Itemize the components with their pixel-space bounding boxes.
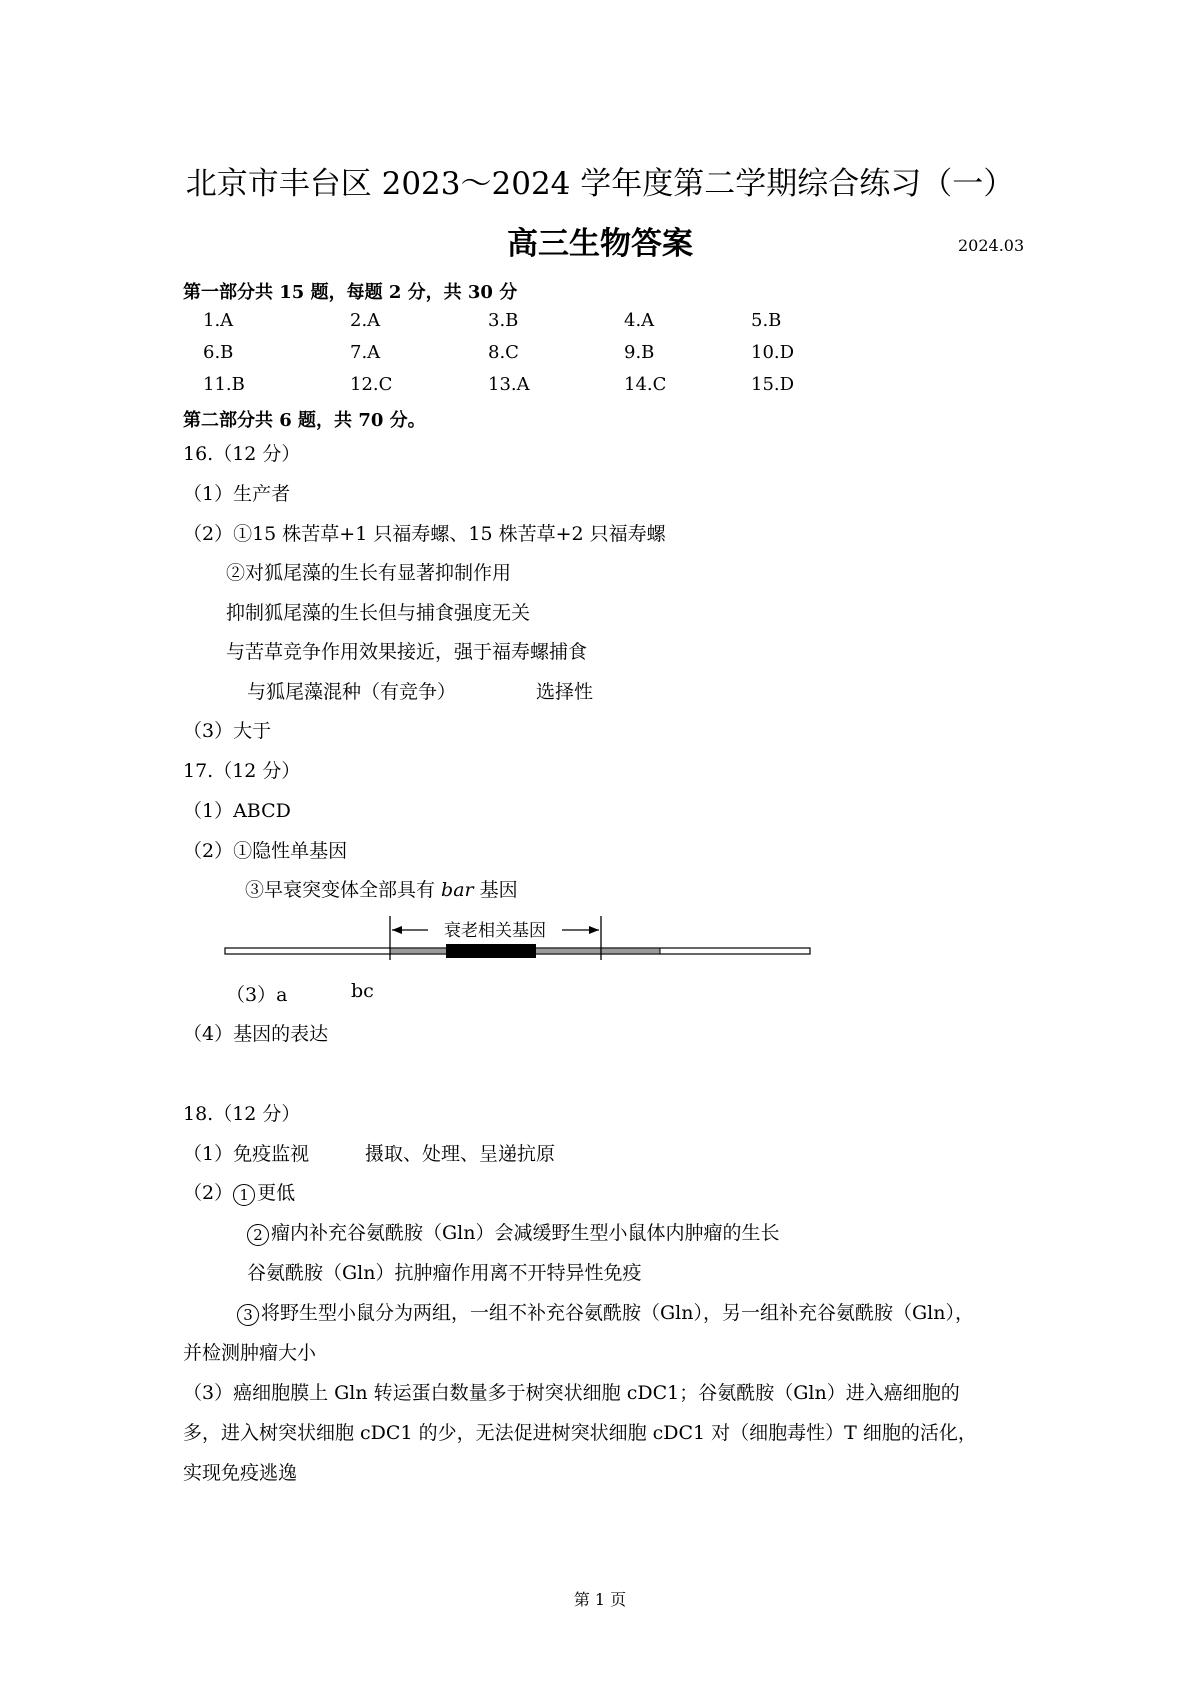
q18-answer-2-2-text: 瘤内补充谷氨酰胺（Gln）会减缓野生型小鼠体内肿瘤的生长 <box>271 1222 780 1244</box>
answer-item: 10.D <box>751 342 795 363</box>
circled-number: 3 <box>237 1304 259 1326</box>
q16-answer-2-4: 与苦草竞争作用效果接近，强于福寿螺捕食 <box>226 641 588 663</box>
q18-answer-3-line1: （3）癌细胞膜上 Gln 转运蛋白数量多于树突状细胞 cDC1；谷氨酰胺（Gln）进入癌细胞的 <box>183 1382 960 1404</box>
q16-answer-2-3: 抑制狐尾藻的生长但与捕食强度无关 <box>226 602 531 624</box>
answer-item: 3.B <box>488 310 519 331</box>
answer-item: 8.C <box>488 342 519 363</box>
q17-answer-2-2 <box>245 875 518 902</box>
q17-answer-1: （1）ABCD <box>183 800 291 822</box>
q16-title: 16.（12 分） <box>183 443 301 465</box>
q16-answer-2-5-extra: 选择性 <box>536 681 594 703</box>
q18-answer-3-line3: 实现免疫逃逸 <box>183 1462 298 1484</box>
answer-item: 1.A <box>203 310 234 331</box>
answer-item: 5.B <box>751 310 782 331</box>
bar-gene-name: bar <box>441 879 474 901</box>
document-title: 北京市丰台区 2023～2024 学年度第二学期综合练习（一） <box>185 166 1015 202</box>
answer-item: 7.A <box>350 342 381 363</box>
q18-answer-2-1 <box>183 1178 295 1206</box>
q18-title: 18.（12 分） <box>183 1103 301 1125</box>
diagram-label: 衰老相关基因 <box>444 921 546 941</box>
q16-answer-2-1: （2）①15 株苦草+1 只福寿螺、15 株苦草+2 只福寿螺 <box>183 523 666 545</box>
document-date: 2024.03 <box>958 236 1025 255</box>
answer-item: 13.A <box>488 374 530 395</box>
q17-answer-4: （4）基因的表达 <box>183 1023 329 1045</box>
q17-answer-3: （3）a <box>226 984 288 1006</box>
q18-answer-2-3: 谷氨酰胺（Gln）抗肿瘤作用离不开特异性免疫 <box>247 1262 642 1284</box>
q16-answer-2-2: ②对狐尾藻的生长有显著抑制作用 <box>226 562 512 584</box>
q18-answer-2-4-text: 将野生型小鼠分为两组，一组不补充谷氨酰胺（Gln），另一组补充谷氨酰胺（Gln）， <box>261 1302 974 1324</box>
q17-answer-2-2-post: 基因 <box>473 879 518 901</box>
answer-item: 6.B <box>203 342 234 363</box>
circled-number: 1 <box>233 1184 255 1206</box>
part2-heading: 第二部分共 6 题，共 70 分。 <box>183 410 426 431</box>
q18-answer-2-5: 并检测肿瘤大小 <box>183 1342 317 1364</box>
answer-item: 14.C <box>624 374 667 395</box>
q16-answer-2-5: 与狐尾藻混种（有竞争） <box>247 681 457 703</box>
answer-item: 11.B <box>203 374 245 395</box>
answer-item: 4.A <box>624 310 655 331</box>
arrow-left-head <box>392 926 402 934</box>
q18-answer-2-2 <box>247 1218 780 1246</box>
q17-title: 17.（12 分） <box>183 760 301 782</box>
q18-answer-2-4 <box>237 1298 974 1326</box>
answer-item: 12.C <box>350 374 393 395</box>
gene-diagram <box>220 908 820 978</box>
document-subtitle: 高三生物答案 <box>507 226 693 262</box>
q18-answer-2-1-pre: （2） <box>183 1182 234 1204</box>
circled-number: 2 <box>247 1224 269 1246</box>
q17-answer-2-2-pre: ③早衰突变体全部具有 <box>245 879 442 901</box>
answer-item: 9.B <box>624 342 655 363</box>
q18-answer-2-1-text: 更低 <box>257 1182 296 1204</box>
q17-answer-3-extra: bc <box>351 980 374 1002</box>
q18-answer-1: （1）免疫监视 <box>183 1143 310 1165</box>
q16-answer-1: （1）生产者 <box>183 483 291 505</box>
answer-item: 15.D <box>751 374 795 395</box>
page-number: 第 1 页 <box>573 1590 627 1609</box>
q18-answer-1-extra: 摄取、处理、呈递抗原 <box>365 1143 556 1165</box>
q16-answer-3: （3）大于 <box>183 720 272 742</box>
gene-core-block <box>446 944 536 958</box>
q18-answer-3-line2: 多，进入树突状细胞 cDC1 的少，无法促进树突状细胞 cDC1 对（细胞毒性）T 细胞的活化， <box>183 1422 977 1444</box>
part1-heading: 第一部分共 15 题，每题 2 分，共 30 分 <box>183 282 518 303</box>
answer-item: 2.A <box>350 310 381 331</box>
arrow-right-head <box>589 926 599 934</box>
q17-answer-2-1: （2）①隐性单基因 <box>183 840 348 862</box>
